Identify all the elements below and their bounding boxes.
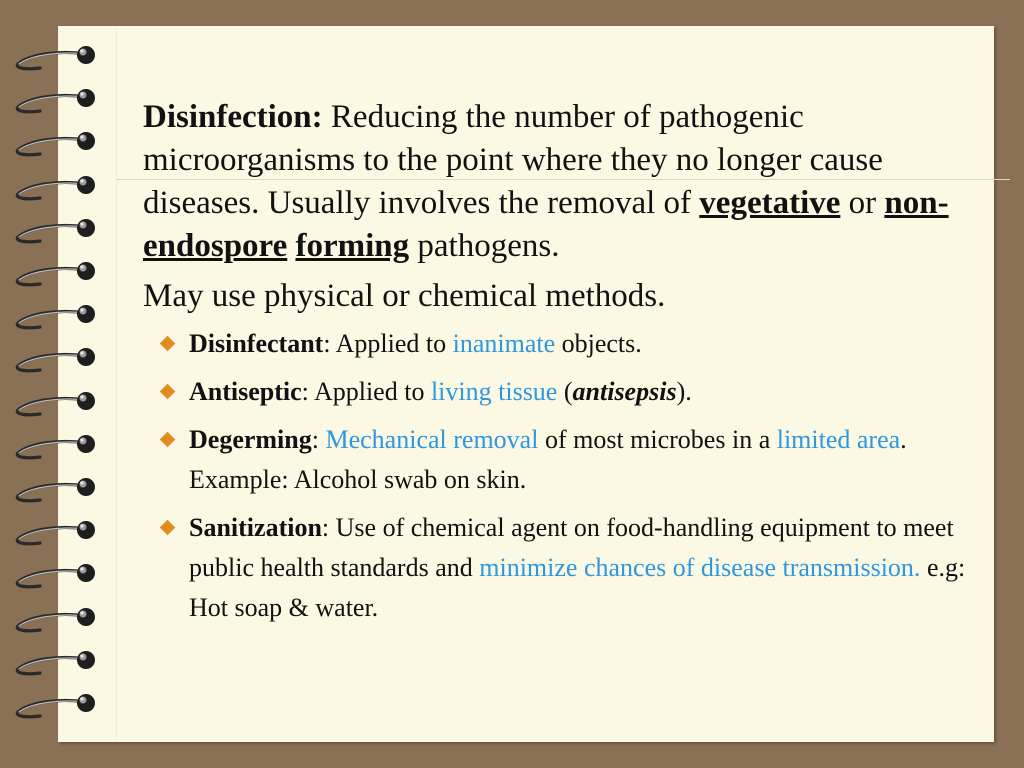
spiral-binding-ring-icon — [0, 429, 110, 469]
methods-paragraph: May use physical or chemical methods. — [143, 278, 666, 314]
spiral-binding-ring-icon — [0, 688, 110, 728]
spiral-binding-ring-icon — [0, 256, 110, 296]
spiral-binding-ring-icon — [0, 645, 110, 685]
spiral-binding-ring-icon — [0, 126, 110, 166]
spiral-binding-ring-icon — [0, 40, 110, 80]
keyword-forming: forming — [295, 228, 410, 264]
bullet-text: ( — [557, 377, 573, 406]
bullet-text: : Use of chemical agent on food-handling equipment to meet public health standards and — [189, 513, 954, 582]
spiral-binding-ring-icon — [0, 558, 110, 598]
bullet-text: of most microbes in a — [538, 425, 777, 454]
diamond-bullet-icon — [160, 520, 176, 536]
bullet-term: Disinfectant — [189, 329, 324, 358]
slide-content — [143, 96, 973, 636]
bullet-term: Degerming — [189, 425, 312, 454]
bullet-text: : — [311, 425, 326, 454]
highlight-text: living tissue — [430, 377, 558, 406]
bullet-list — [143, 324, 973, 628]
spiral-binding-ring-icon — [0, 472, 110, 512]
list-item-disinfectant — [143, 324, 973, 364]
bullet-term: Sanitization — [189, 513, 322, 542]
definition-term: Disinfection: — [143, 99, 323, 135]
spiral-binding-ring-icon — [0, 342, 110, 382]
diamond-bullet-icon — [160, 336, 176, 352]
diamond-bullet-icon — [160, 432, 176, 448]
spiral-binding-ring-icon — [0, 515, 110, 555]
spiral-binding-ring-icon — [0, 83, 110, 123]
highlight-text: limited area — [776, 425, 901, 454]
spiral-binding-ring-icon — [0, 213, 110, 253]
margin-line — [116, 26, 117, 742]
bullet-text: e.g: Hot soap & water. — [189, 553, 966, 622]
keyword-vegetative: vegetative — [699, 185, 841, 221]
list-item-sanitization — [143, 508, 973, 628]
spiral-binding-ring-icon — [0, 602, 110, 642]
highlight-text: inanimate — [452, 329, 556, 358]
bullet-term: Antiseptic — [189, 377, 302, 406]
bullet-text: . Example: Alcohol swab on skin. — [189, 425, 907, 494]
bullet-text: : Applied to — [301, 377, 431, 406]
spacer-text — [287, 228, 295, 264]
definition-end-text: pathogens. — [409, 228, 560, 264]
connector-text: or — [840, 185, 885, 221]
spiral-binding-ring-icon — [0, 299, 110, 339]
bullet-text: ). — [676, 377, 692, 406]
bullet-text: : Applied to — [323, 329, 453, 358]
spiral-binding-ring-icon — [0, 170, 110, 210]
diamond-bullet-icon — [160, 384, 176, 400]
list-item-antiseptic — [143, 372, 973, 412]
highlight-text: minimize chances of disease transmission. — [479, 553, 921, 582]
highlight-text: Mechanical removal — [325, 425, 539, 454]
italic-term: antisepsis — [572, 377, 677, 406]
definition-text: Reducing the number of pathogenic microorganisms to the point where they no longer cause diseases. Usually involves the removal of — [143, 99, 883, 221]
spiral-binding-ring-icon — [0, 386, 110, 426]
list-item-degerming — [143, 420, 973, 500]
definition-paragraph — [143, 96, 973, 268]
keyword-non-endospore: non-endospore — [143, 185, 949, 264]
bullet-text: objects. — [555, 329, 642, 358]
